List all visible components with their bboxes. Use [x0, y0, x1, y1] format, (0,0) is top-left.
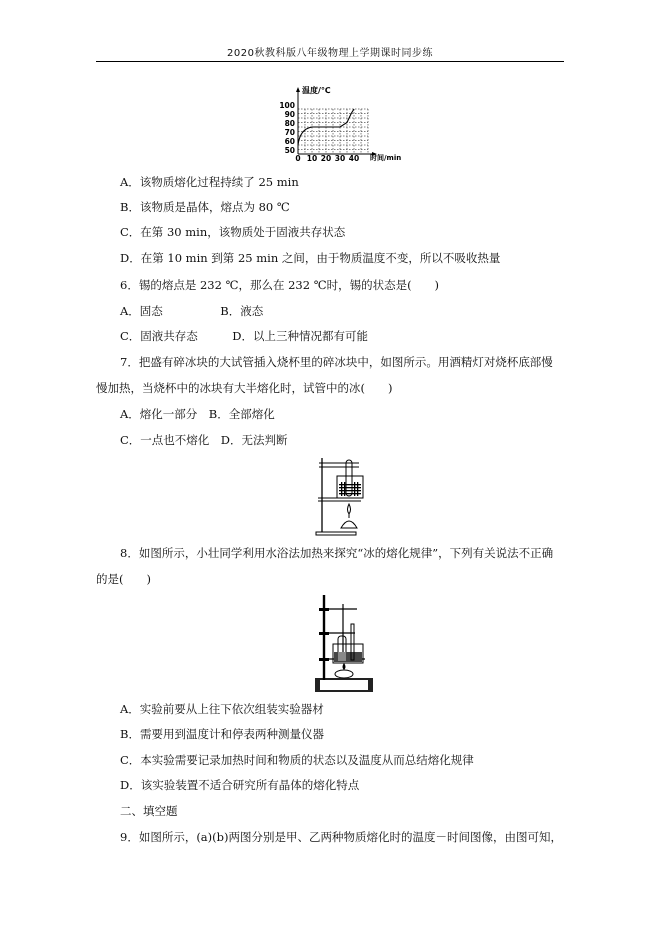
q8-option-b: B．需要用到温度计和停表两种测量仪器 — [120, 727, 324, 741]
q8-option-d: D．该实验装置不适合研究所有晶体的熔化特点 — [120, 778, 360, 792]
q8-option-c: C．本实验需要记录加热时间和物质的状态以及温度从而总结熔化规律 — [120, 753, 474, 767]
section-title: 二、填空题 — [120, 804, 178, 818]
y-tick-label: 60 — [284, 137, 295, 146]
q9-stem: 9．如图所示，(a)(b)两图分别是甲、乙两种物质熔化时的温度－时间图像，由图可知， — [120, 830, 562, 844]
q8-water-bath-figure — [311, 592, 377, 696]
y-tick-label: 100 — [279, 101, 295, 110]
q5-option-d: D．在第 10 min 到第 25 min 之间，由于物质温度不变，所以不吸收热量 — [120, 251, 501, 265]
q8-stem-line1: 8．如图所示，小壮同学利用水浴法加热来探究“冰的熔化规律”，下列有关说法不正确 — [120, 546, 554, 560]
q7-stem-line2: 慢加热，当烧杯中的冰块有大半熔化时，试管中的冰( ) — [96, 381, 393, 395]
temperature-time-graph — [278, 84, 418, 162]
x-axis-label: 时间/min — [370, 154, 402, 162]
x-tick-label: 0 — [295, 154, 301, 162]
q7-options-row2: C．一点也不熔化 D．无法判断 — [120, 433, 288, 447]
y-tick-labels — [279, 101, 295, 155]
q8-option-a: A．实验前要从上往下依次组装实验器材 — [120, 702, 324, 716]
graph-grid — [298, 109, 368, 154]
q6-options-row1: A．固态 B．液态 — [120, 304, 264, 318]
q6-options-row2: C．固液共存态 D．以上三种情况都有可能 — [120, 329, 369, 343]
y-tick-label: 50 — [284, 146, 295, 155]
y-tick-label: 90 — [284, 110, 295, 119]
q7-options-row1: A．熔化一部分 B．全部熔化 — [120, 407, 275, 421]
x-tick-label: 10 — [306, 154, 318, 162]
q6-stem: 6．锡的熔点是 232 ℃，那么在 232 ℃时，锡的状态是( ) — [120, 278, 440, 292]
q5-option-a: A．该物质熔化过程持续了 25 min — [120, 175, 299, 189]
y-tick-label: 70 — [284, 128, 295, 137]
x-tick-label: 30 — [334, 154, 346, 162]
q5-option-b: B．该物质是晶体，熔点为 80 ℃ — [120, 200, 290, 214]
y-tick-label: 80 — [284, 119, 295, 128]
x-tick-label: 20 — [320, 154, 332, 162]
y-axis-label: 温度/℃ — [302, 86, 331, 95]
q8-stem-line2: 的是( ) — [96, 572, 151, 586]
x-tick-label: 40 — [348, 154, 360, 162]
header-rule — [96, 61, 564, 62]
y-axis-arrow — [296, 87, 300, 92]
q7-stem-line1: 7．把盛有碎冰块的大试管插入烧杯里的碎冰块中，如图所示。用酒精灯对烧杯底部慢 — [120, 355, 553, 369]
q7-apparatus-figure — [313, 456, 369, 536]
page-header: 2020秋教科版八年级物理上学期课时同步练 — [227, 48, 433, 59]
q5-option-c: C．在第 30 min，该物质处于固液共存状态 — [120, 225, 346, 239]
x-tick-labels — [295, 154, 359, 162]
